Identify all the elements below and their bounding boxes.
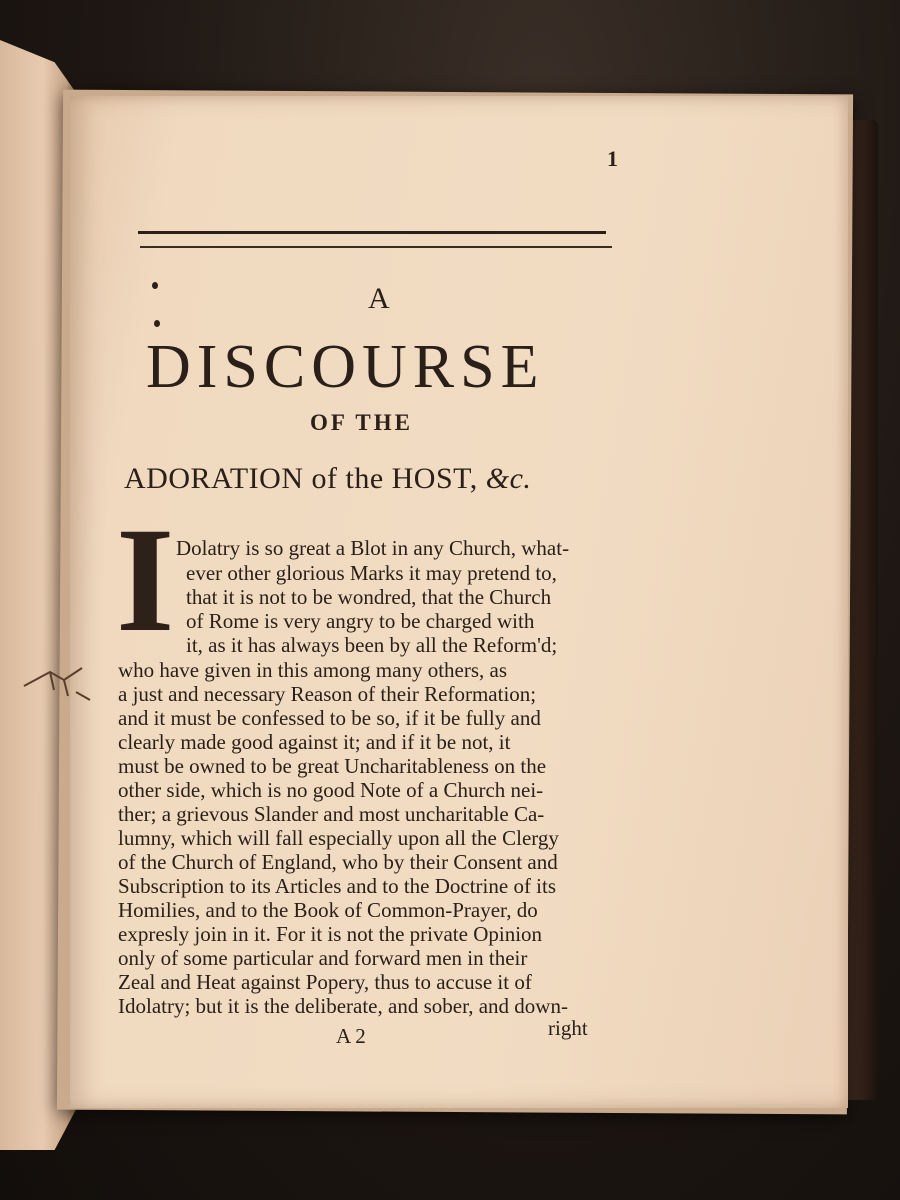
ink-speck <box>154 320 160 327</box>
body-line: must be owned to be great Uncharitableness on the <box>118 754 547 778</box>
title-main: DISCOURSE <box>146 333 545 401</box>
catchword: right <box>548 1016 588 1040</box>
body-line: of Rome is very angry to be charged with <box>186 609 535 633</box>
body-line: expresly join in it. For it is not the private Opinion <box>118 922 543 946</box>
title-of-the: OF THE <box>310 410 413 435</box>
body-line: other side, which is no good Note of a Church nei- <box>118 778 544 802</box>
header-rule-thick <box>138 231 606 234</box>
header-rule-thin <box>140 246 612 248</box>
footer-signature: A 2 <box>336 1024 366 1048</box>
body-line: Dolatry is so great a Blot in any Church, what- <box>176 536 570 560</box>
body-line: lumny, which will fall especially upon all the Clergy <box>118 826 559 850</box>
title-subtitle-text: ADORATION of the HOST, <box>124 462 478 495</box>
body-line: it, as it has always been by all the Reform'd; <box>186 633 558 657</box>
body-line: ever other glorious Marks it may pretend to, <box>186 561 557 585</box>
body-line: and it must be confessed to be so, if it be fully and <box>118 706 541 730</box>
body-line: a just and necessary Reason of their Reformation; <box>118 682 537 706</box>
body-line: Subscription to its Articles and to the Doctrine of its <box>118 874 557 898</box>
body-line: Homilies, and to the Book of Common-Prayer, do <box>118 898 538 922</box>
body-line: of the Church of England, who by their Consent and <box>118 850 558 874</box>
body-line: clearly made good against it; and if it be not, it <box>118 730 511 754</box>
title-subtitle <box>124 462 531 496</box>
title-article: A <box>368 282 391 315</box>
body-line: who have given in this among many others, as <box>118 658 508 682</box>
body-line: only of some particular and forward men in their <box>118 946 528 970</box>
title-subtitle-etc: &c. <box>485 462 532 495</box>
page-signature-mark: 1 <box>607 146 618 171</box>
body-line: Zeal and Heat against Popery, thus to accuse it of <box>118 970 532 994</box>
drop-cap-letter: I <box>116 497 175 663</box>
ink-speck <box>152 282 158 289</box>
body-line: Idolatry; but it is the deliberate, and sober, and down- <box>118 994 568 1018</box>
body-line: ther; a grievous Slander and most uncharitable Ca- <box>118 802 545 826</box>
margin-damage-mark <box>20 650 100 710</box>
body-line: that it is not to be wondred, that the Church <box>186 585 552 609</box>
